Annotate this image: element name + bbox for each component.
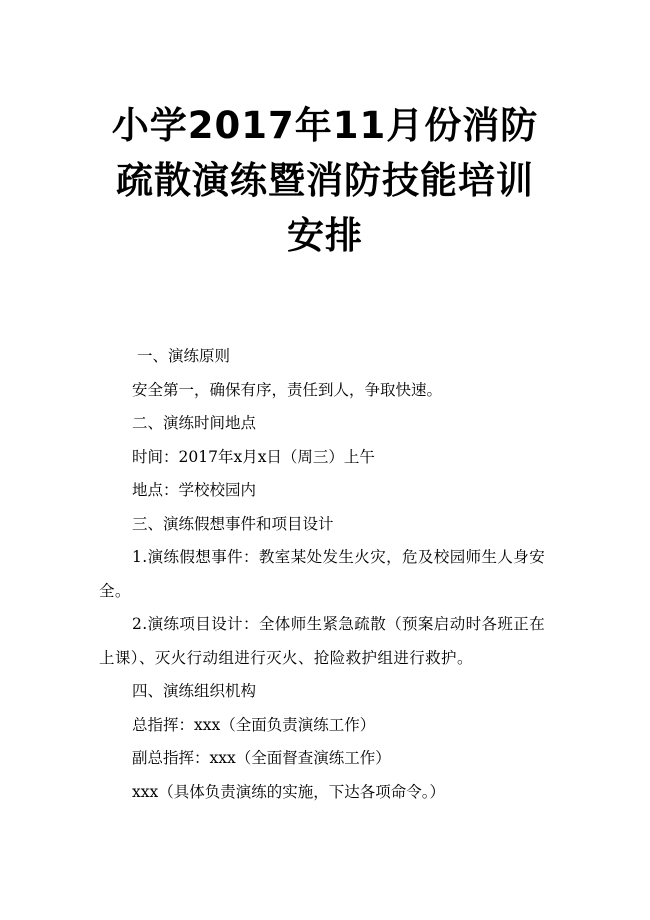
paragraph-executor: xxx（具体负责演练的实施，下达各项命令。） — [132, 782, 445, 801]
paragraph-deputy-commander: 副总指挥：xxx（全面督查演练工作） — [132, 749, 391, 767]
document-title — [60, 98, 590, 263]
paragraph-principles: 安全第一，确保有序，责任到人，争取快速。 — [132, 380, 443, 399]
paragraph-place: 地点：学校校园内 — [132, 481, 257, 499]
title-line-2: 疏散演练暨消防技能培训 — [116, 159, 534, 202]
section-heading-principles: 一、演练原则 — [137, 347, 231, 365]
paragraph-commander: 总指挥：xxx（全面负责演练工作） — [132, 715, 376, 734]
document-body — [99, 340, 559, 809]
section-heading-organization: 四、演练组织机构 — [132, 682, 257, 700]
title-line-3: 安排 — [287, 214, 363, 257]
section-heading-time-place: 二、演练时间地点 — [132, 414, 257, 432]
title-line-1: 小学2017年11月份消防 — [111, 104, 539, 147]
paragraph-event-1: 1.演练假想事件：教室某处发生火灾，危及校园师生人身安全。 — [99, 548, 546, 600]
paragraph-time: 时间：2017年x月x日（周三）上午 — [132, 447, 375, 466]
section-heading-events: 三、演练假想事件和项目设计 — [132, 514, 334, 533]
paragraph-event-2: 2.演练项目设计：全体师生紧急疏散（预案启动时各班正在上课）、灭火行动组进行灭火、抢险救护组进行救护。 — [99, 615, 546, 667]
